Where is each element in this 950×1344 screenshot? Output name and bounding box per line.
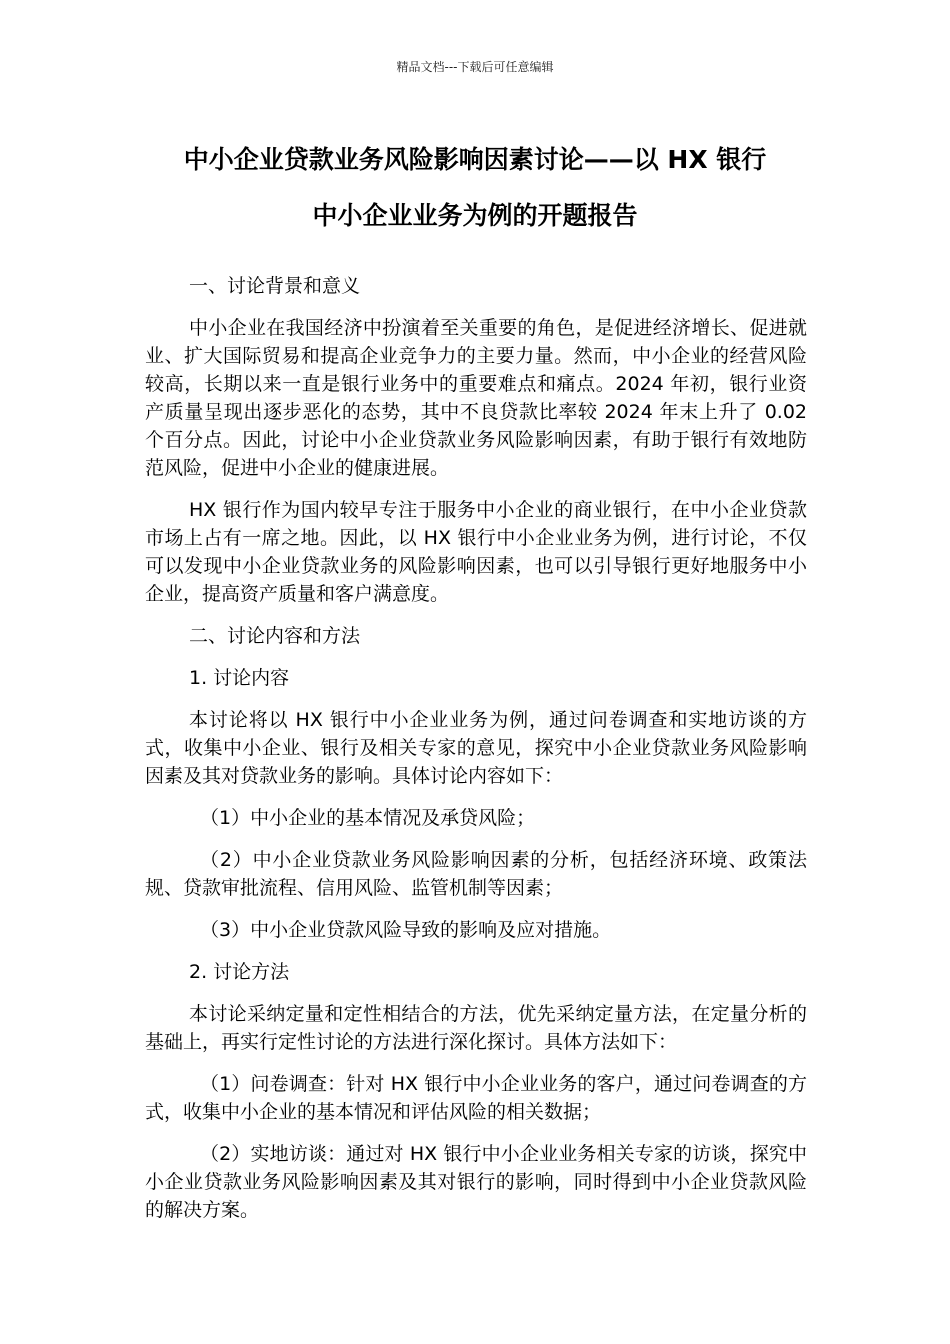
- section-heading-background: 一、讨论背景和意义: [189, 275, 361, 297]
- list-item: （2）实地访谈：通过对 HX 银行中小企业业务相关专家的访谈，探究中小企业贷款业务风险影响因素及其对银行的影响，同时得到中小企业贷款风险的解决方案。: [145, 1143, 807, 1221]
- subheading-methods: 2. 讨论方法: [189, 961, 290, 983]
- paragraph: HX 银行作为国内较早专注于服务中小企业的商业银行，在中小企业贷款市场上占有一席之地。因此，以 HX 银行中小企业业务为例，进行讨论，不仅可以发现中小企业贷款业务的风险影响因素，也可以引导银行更好地服务中小企业，提高资产质量和客户满意度。: [145, 499, 807, 605]
- paragraph: 本讨论采纳定量和定性相结合的方法，优先采纳定量方法，在定量分析的基础上，再实行定性讨论的方法进行深化探讨。具体方法如下：: [145, 1003, 807, 1053]
- document-title-line2: 中小企业业务为例的开题报告: [312, 201, 638, 230]
- list-item: （2）中小企业贷款业务风险影响因素的分析，包括经济环境、政策法规、贷款审批流程、信用风险、监管机制等因素；: [145, 849, 807, 899]
- document-body: [145, 272, 807, 1238]
- list-item: （1）中小企业的基本情况及承贷风险；: [200, 807, 536, 829]
- section-heading-content-methods: 二、讨论内容和方法: [189, 625, 361, 647]
- subheading-content: 1. 讨论内容: [189, 667, 290, 689]
- document-title-line1: 中小企业贷款业务风险影响因素讨论——以 HX 银行: [183, 145, 767, 174]
- list-item: （1）问卷调查：针对 HX 银行中小企业业务的客户，通过问卷调查的方式，收集中小企业的基本情况和评估风险的相关数据；: [145, 1073, 807, 1123]
- paragraph: 中小企业在我国经济中扮演着至关重要的角色，是促进经济增长、促进就业、扩大国际贸易和提高企业竞争力的主要力量。然而，中小企业的经营风险较高，长期以来一直是银行业务中的重要难点和痛点。2024 年初，银行业资产质量呈现出逐步恶化的态势，其中不良贷款比率较 2024 年末上升了 0.02 个百分点。因此，讨论中小企业贷款业务风险影响因素，有助于银行有效地防范风险，促进中小企业的健康进展。: [145, 317, 807, 479]
- list-item: （3）中小企业贷款风险导致的影响及应对措施。: [200, 919, 612, 941]
- paragraph: 本讨论将以 HX 银行中小企业业务为例，通过问卷调查和实地访谈的方式，收集中小企业、银行及相关专家的意见，探究中小企业贷款业务风险影响因素及其对贷款业务的影响。具体讨论内容如下：: [145, 709, 807, 787]
- header-note: 精品文档---下载后可任意编辑: [396, 60, 554, 74]
